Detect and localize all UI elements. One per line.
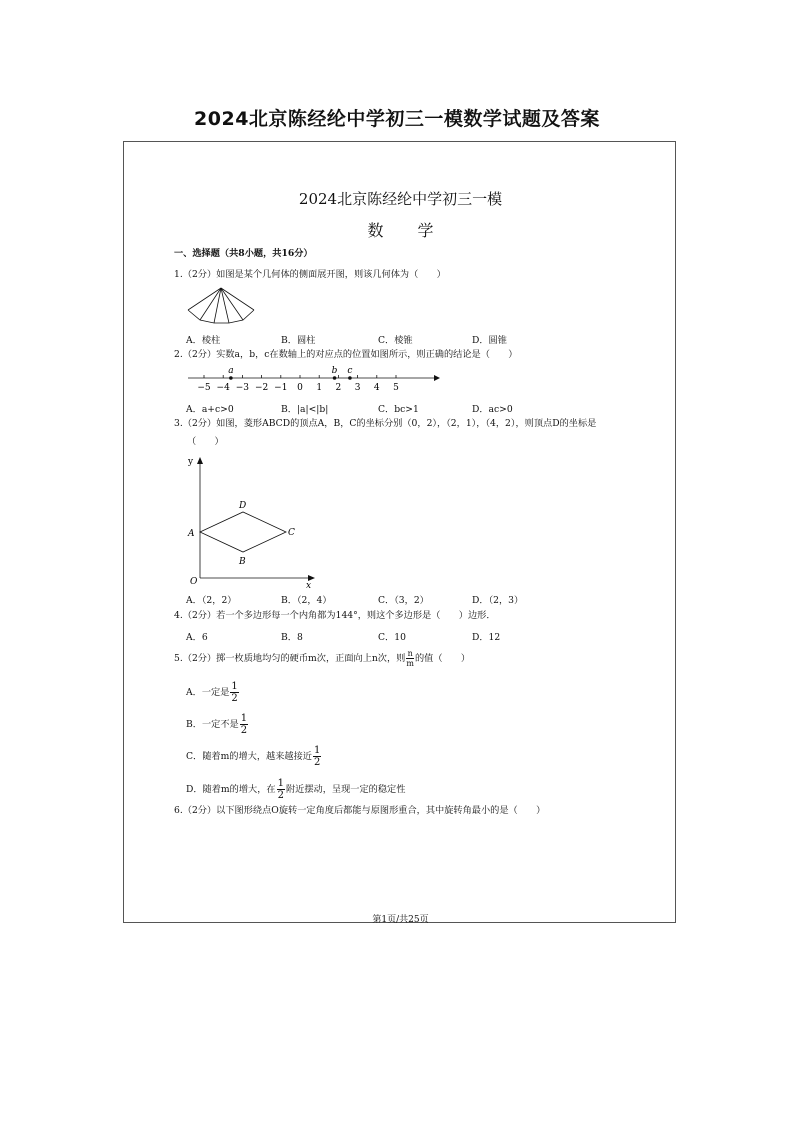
- fraction-numerator: n: [407, 649, 413, 658]
- fraction-denominator: 2: [240, 725, 248, 736]
- paper-title: 2024北京陈经纶中学初三一模: [298, 190, 503, 208]
- q1-option-c: C．棱锥: [378, 335, 413, 346]
- q4-option-c: C．10: [378, 632, 406, 643]
- q5-stem-tail: 的值（ ）: [414, 653, 471, 664]
- one-half-fraction: [230, 681, 238, 704]
- n-over-m-fraction: [406, 649, 414, 668]
- q5-option-c: [186, 745, 322, 768]
- number-line-point-label: c: [347, 366, 353, 376]
- rhombus-coordinate-figure: [184, 452, 319, 590]
- subject-title: 数学: [367, 221, 468, 240]
- fraction-denominator: 2: [314, 757, 321, 768]
- fraction-denominator: 2: [231, 693, 238, 704]
- q2-option-d: D．ac>0: [472, 404, 513, 415]
- q5-stem-text: 5.（2分）掷一枚质地均匀的硬币m次，正面向上n次，则: [174, 653, 406, 664]
- number-line-point-c: [348, 376, 352, 380]
- point-b-label: B: [239, 557, 246, 567]
- point-d-label: D: [239, 501, 247, 511]
- number-line-point-label: a: [228, 366, 234, 376]
- q1-option-b: B．圆柱: [281, 335, 316, 346]
- q5-option-c-text: C．随着m的增大，越来越接近: [186, 751, 312, 762]
- origin-label: O: [190, 577, 198, 587]
- q2-option-a: A．a+c>0: [186, 404, 234, 415]
- number-line-tick-label: 0: [297, 383, 303, 393]
- q5-option-a-text: A．一定是: [186, 687, 230, 698]
- question-3-stem-bracket: （ ）: [187, 436, 224, 447]
- question-2-stem: 2.（2分）实数a，b，c在数轴上的对应点的位置如图所示，则正确的结论是（ ）: [174, 349, 518, 360]
- q1-option-d: D．圆锥: [472, 335, 507, 346]
- one-half-fraction: [277, 778, 285, 801]
- one-half-fraction: [313, 745, 321, 768]
- question-4-stem: 4.（2分）若一个多边形每一个内角都为144°，则这个多边形是（ ）边形．: [174, 610, 496, 621]
- q5-option-d-tail: 附近摆动，呈现一定的稳定性: [285, 784, 406, 795]
- x-axis-label: x: [306, 581, 312, 590]
- q1-option-a: A．棱柱: [186, 335, 221, 346]
- q5-option-d: [186, 778, 405, 801]
- q5-option-b: [186, 713, 249, 736]
- number-line-tick-label: −5: [197, 383, 211, 393]
- question-5-stem: [174, 649, 470, 668]
- number-line-tick-label: 1: [316, 383, 323, 393]
- point-a-label: A: [188, 529, 195, 539]
- number-line-point-b: [333, 376, 337, 380]
- number-line-tick-label: 2: [335, 383, 342, 393]
- fraction-numerator: 1: [314, 745, 321, 756]
- number-line-figure: [184, 364, 444, 398]
- q4-option-b: B．8: [281, 632, 303, 643]
- number-line-tick-label: 5: [393, 383, 399, 393]
- q3-option-d: D．（2，3）: [472, 595, 524, 606]
- q4-option-a: A．6: [186, 632, 208, 643]
- q3-option-b: B．（2，4）: [281, 595, 332, 606]
- number-line-point-label: b: [331, 366, 338, 376]
- q3-option-a: A．（2，2）: [186, 595, 237, 606]
- fraction-denominator: m: [406, 659, 414, 668]
- fan-net-figure: [186, 286, 256, 326]
- q5-option-d-text: D．随着m的增大，在: [186, 784, 276, 795]
- point-c-label: C: [288, 528, 295, 538]
- document-title: 2024北京陈经纶中学初三一模数学试题及答案: [194, 108, 600, 130]
- q4-option-d: D．12: [472, 632, 501, 643]
- number-line-tick-label: −2: [254, 383, 269, 393]
- number-line-tick-label: 3: [354, 383, 361, 393]
- one-half-fraction: [240, 713, 248, 736]
- number-line-point-a: [229, 376, 233, 380]
- fraction-numerator: 1: [277, 778, 284, 789]
- question-6-stem: 6.（2分）以下图形绕点O旋转一定角度后都能与原图形重合，其中旋转角最小的是（ ）: [174, 805, 546, 816]
- fraction-denominator: 2: [277, 790, 284, 801]
- q3-option-c: C．（3，2）: [378, 595, 429, 606]
- exam-page: [123, 141, 676, 923]
- fraction-numerator: 1: [231, 681, 238, 692]
- q2-option-b: B．|a|<|b|: [281, 404, 329, 415]
- section-heading: 一、选择题（共8小题，共16分）: [174, 248, 313, 259]
- number-line-tick-label: −4: [216, 383, 230, 393]
- q5-option-a: [186, 681, 240, 704]
- page-footer: 第1页/共25页: [372, 915, 429, 925]
- q2-option-c: C．bc>1: [378, 404, 419, 415]
- number-line-tick-label: 4: [373, 383, 380, 393]
- q5-option-b-text: B．一定不是: [186, 719, 239, 730]
- number-line-tick-label: −3: [235, 383, 250, 393]
- number-line-tick-label: −1: [274, 383, 288, 393]
- question-1-stem: 1.（2分）如图是某个几何体的侧面展开图，则该几何体为（ ）: [174, 269, 446, 280]
- fraction-numerator: 1: [240, 713, 248, 724]
- y-axis-label: y: [188, 457, 194, 467]
- question-3-stem: 3.（2分）如图，菱形ABCD的顶点A，B，C的坐标分别（0，2），（2，1），（4，2），则顶点D的坐标是: [174, 418, 597, 429]
